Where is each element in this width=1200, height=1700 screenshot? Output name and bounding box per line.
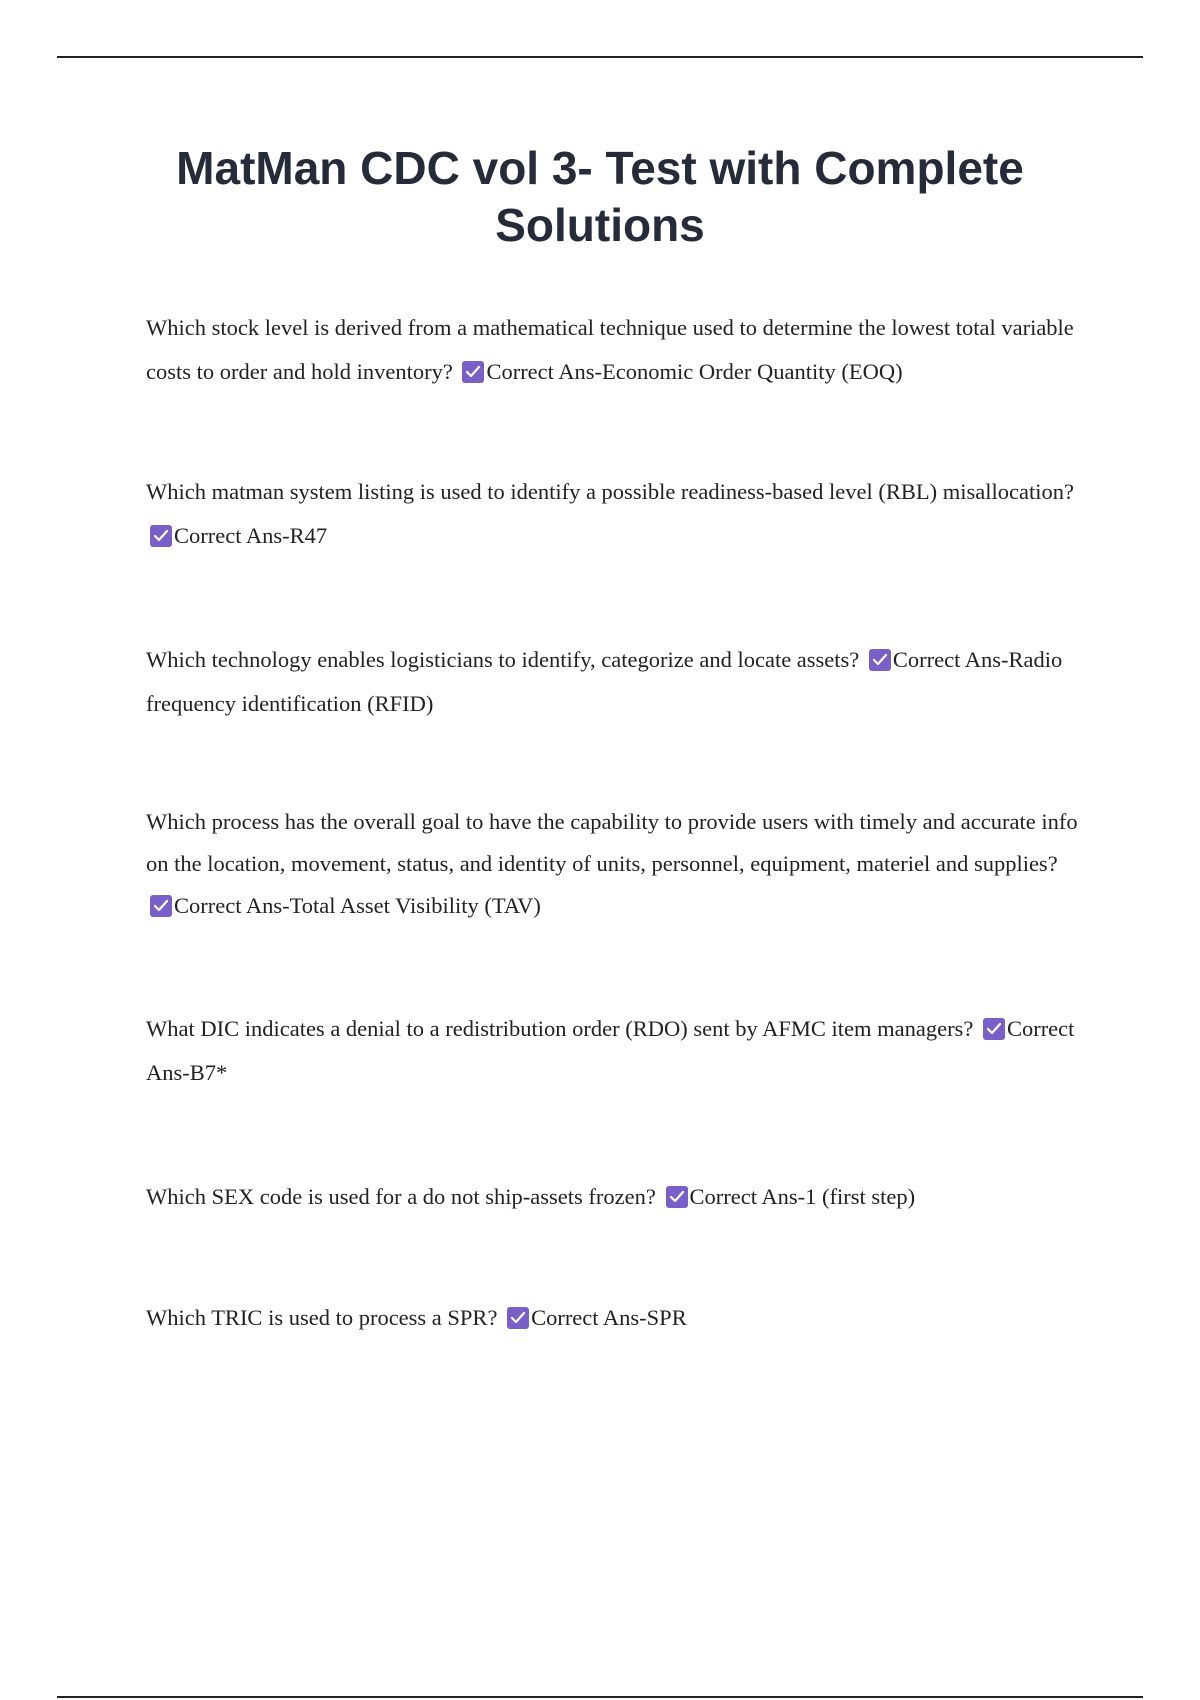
answer-text: Correct Ans-R47 <box>174 523 328 548</box>
checkbox-checked-icon <box>150 895 172 917</box>
qa-item-4 <box>146 801 1086 927</box>
question-text: What DIC indicates a denial to a redistribution order (RDO) sent by AFMC item managers? <box>146 1016 979 1041</box>
qa-item-5 <box>146 1007 1086 1095</box>
checkbox-checked-icon <box>462 361 484 383</box>
question-text: Which TRIC is used to process a SPR? <box>146 1305 504 1330</box>
page-title: MatMan CDC vol 3- Test with Complete Solutions <box>176 142 1024 251</box>
answer-text: Correct Ans-1 (first step) <box>689 1184 916 1209</box>
answer-text: Correct Ans-Economic Order Quantity (EOQ) <box>486 359 903 384</box>
checkbox-checked-icon <box>507 1307 529 1329</box>
qa-item-7 <box>146 1296 1086 1340</box>
answer-text: Correct Ans-Total Asset Visibility (TAV) <box>174 893 541 918</box>
checkbox-checked-icon <box>869 649 891 671</box>
question-text: Which stock level is derived from a mathematical technique used to determine the lowest total variable costs to order and hold inventory? <box>146 315 1074 384</box>
answer-text: Correct Ans-SPR <box>531 1305 687 1330</box>
checkbox-checked-icon <box>666 1186 688 1208</box>
qa-item-6 <box>146 1175 1086 1219</box>
question-text: Which SEX code is used for a do not ship-assets frozen? <box>146 1184 662 1209</box>
question-text: Which technology enables logisticians to identify, categorize and locate assets? <box>146 647 865 672</box>
top-rule <box>57 56 1143 58</box>
bottom-rule <box>57 1696 1143 1698</box>
question-text: Which matman system listing is used to identify a possible readiness-based level (RBL) misallocation? <box>146 479 1074 504</box>
question-text: Which process has the overall goal to have the capability to provide users with timely and accurate info on the location, movement, status, and identity of units, personnel, equipment, materiel and supplies? <box>146 809 1078 876</box>
answer-text: Correct Ans-Radio frequency identification (RFID) <box>146 647 1063 716</box>
checkbox-checked-icon <box>983 1018 1005 1040</box>
qa-item-2 <box>146 470 1086 558</box>
qa-item-3 <box>146 638 1086 726</box>
checkbox-checked-icon <box>150 525 172 547</box>
answer-text: Correct Ans-B7* <box>146 1016 1075 1085</box>
qa-item-1 <box>146 306 1086 394</box>
